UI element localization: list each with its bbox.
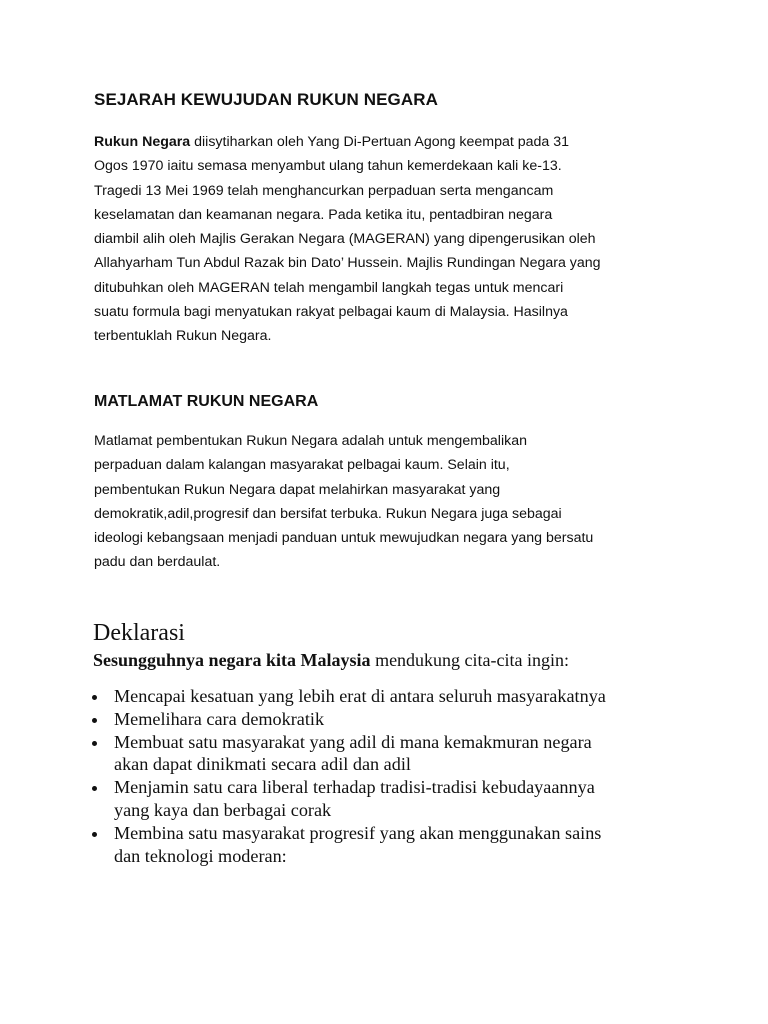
paragraph-line: Rukun Negara diisytiharkan oleh Yang Di-Pertuan Agong keempat pada 31	[94, 134, 570, 150]
list-item: Mencapai kesatuan yang lebih erat di antara seluruh masyarakatnya	[93, 685, 713, 708]
declaration-intro-rest: mendukung cita-cita ingin:	[370, 650, 570, 670]
section-heading-matlamat: MATLAMAT RUKUN NEGARA	[94, 393, 319, 410]
list-item: Memelihara cara demokratik	[93, 708, 713, 731]
paragraph-line: ideologi kebangsaan menjadi panduan untuk mewujudkan negara yang bersatu	[94, 530, 594, 547]
bullet-icon	[92, 786, 97, 791]
paragraph-line: demokratik,adil,progresif dan bersifat terbuka. Rukun Negara juga sebagai	[94, 505, 562, 522]
paragraph-line: Ogos 1970 iaitu semasa menyambut ulang tahun kemerdekaan kali ke-13.	[94, 158, 562, 175]
declaration-intro	[93, 650, 569, 671]
paragraph-line: Tragedi 13 Mei 1969 telah menghancurkan perpaduan serta mengancam	[94, 182, 554, 199]
paragraph-line: padu dan berdaulat.	[94, 554, 221, 571]
list-item: Menjamin satu cara liberal terhadap tradisi-tradisi kebudayaannya yang kaya dan berbagai corak	[93, 776, 713, 822]
paragraph-line: suatu formula bagi menyatukan rakyat pelbagai kaum di Malaysia. Hasilnya	[94, 304, 568, 321]
sejarah-paragraph	[94, 130, 684, 349]
paragraph-line: ditubuhkan oleh MAGERAN telah mengambil langkah tegas untuk mencari	[94, 279, 564, 296]
paragraph-line: Matlamat pembentukan Rukun Negara adalah untuk mengembalikan	[94, 433, 527, 449]
section-heading-sejarah: SEJARAH KEWUJUDAN RUKUN NEGARA	[94, 90, 438, 109]
paragraph-line: terbentuklah Rukun Negara.	[94, 328, 272, 345]
paragraph-line: pembentukan Rukun Negara dapat melahirkan masyarakat yang	[94, 481, 501, 498]
list-item: Membina satu masyarakat progresif yang akan menggunakan sains dan teknologi moderan:	[93, 822, 713, 868]
bullet-icon	[92, 832, 97, 837]
declaration-intro-bold: Sesungguhnya negara kita Malaysia	[93, 650, 371, 670]
bold-lead-text: Rukun Negara	[94, 134, 191, 150]
declaration-bullet-list	[93, 685, 713, 867]
list-item: Membuat satu masyarakat yang adil di mana kemakmuran negara akan dapat dinikmati secara adil dan adil	[93, 731, 713, 777]
bullet-icon	[92, 741, 97, 746]
paragraph-line: keselamatan dan keamanan negara. Pada ketika itu, pentadbiran negara	[94, 206, 553, 223]
paragraph-line: diambil alih oleh Majlis Gerakan Negara (MAGERAN) yang dipengerusikan oleh	[94, 231, 596, 248]
bullet-icon	[92, 695, 97, 700]
declaration-title: Deklarasi	[93, 620, 185, 646]
paragraph-line: perpaduan dalam kalangan masyarakat pelbagai kaum. Selain itu,	[94, 457, 510, 474]
paragraph-line: Allahyarham Tun Abdul Razak bin Dato’ Hussein. Majlis Rundingan Negara yang	[94, 255, 601, 272]
bullet-icon	[92, 718, 97, 723]
matlamat-paragraph	[94, 429, 684, 575]
